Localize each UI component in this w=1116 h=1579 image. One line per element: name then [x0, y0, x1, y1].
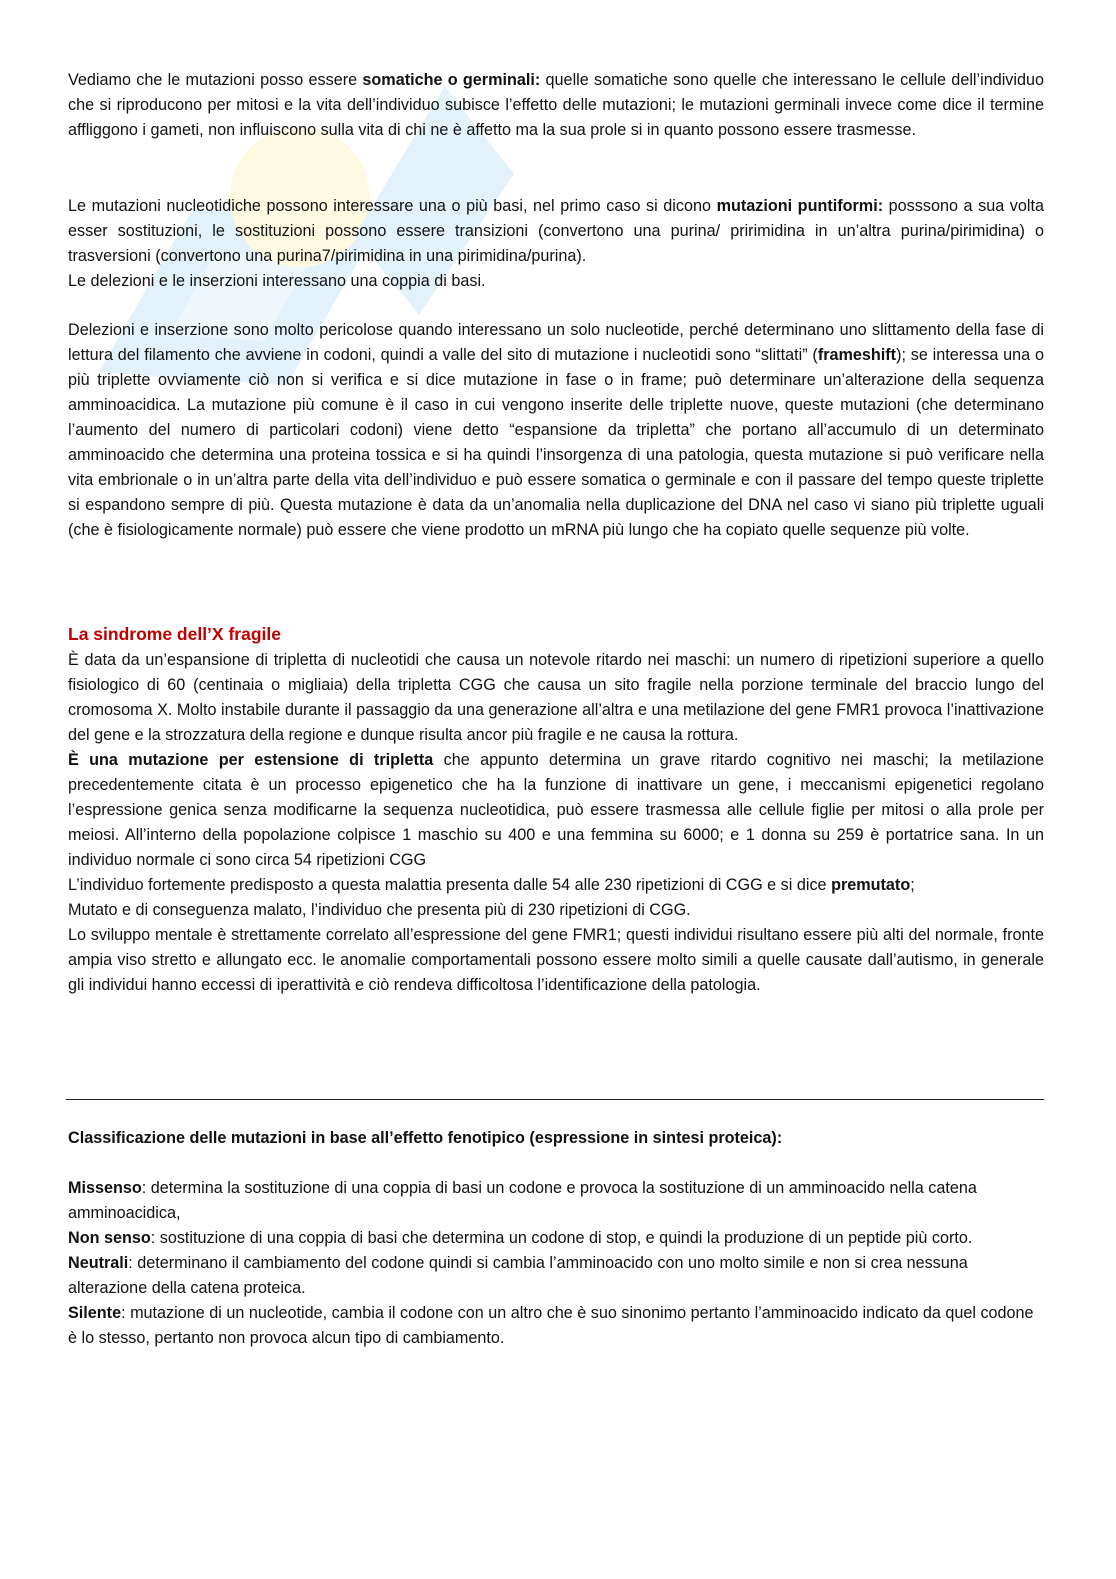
list-item-silente: Silente: mutazione di un nucleotide, cambia il codone con un altro che è suo sinonimo pertanto l’amminoacido indicato da quel codone è lo stesso, pertanto non provoca alcun tipo di cambiamento.: [68, 1304, 1034, 1347]
intro-section: [68, 68, 1044, 143]
paragraph-frameshift: Delezioni e inserzione sono molto pericolose quando interessano un solo nucleotide, perché determinano uno slittamento della fase di lettura del filamento che avviene in codoni, quindi a valle del sito di mutazione i nucleotidi sono “slittati” (frameshift); se interessa una o più triplette ovviamente ciò non si verifica e si dice mutazione in fase o in frame; può determinare un’alterazione della sequenza amminoacidica. La mutazione più comune è il caso in cui vengono inserite delle triplette nuove, queste mutazioni (che determinano l’aumento del numero di particolari codoni) viene detto “espansione da tripletta” che portano all’accumulo di un determinato amminoacido che determina una proteina tossica e si ha quindi l’insorgenza di una patologia, questa mutazione si può verificare nella vita embrionale o in un’altra parte della vita dell’individuo e può essere somatica o germinale e con il passare del tempo queste triplette si espandono sempre di più. Questa mutazione è data da un’anomalia nella duplicazione del DNA nel caso vi siano più triplette uguali (che è fisiologicamente normale) può essere che viene prodotto un mRNA più lungo che ha copiato quelle sequenze più volte.: [68, 321, 1045, 539]
frameshift-section: [68, 318, 1044, 543]
paragraph-mutato: Mutato e di conseguenza malato, l’individuo che presenta più di 230 ripetizioni di CGG.: [68, 901, 691, 919]
fragile-x-section: [68, 648, 1044, 998]
paragraph-point-mutations: Le mutazioni nucleotidiche possono interessare una o più basi, nel primo caso si dicono mutazioni puntiformi: posssono a sua volta esser sostituzioni, le sostituzioni possono essere transizioni (convertono una purina/ pririmidina in un’altra purina/pirimidina) o trasversioni (convertono una purina7/pirimidina in una pirimidina/purina).: [68, 197, 1044, 265]
paragraph-somatic-germinal: Vediamo che le mutazioni posso essere somatiche o germinali: quelle somatiche sono quelle che interessano le cellule dell’individuo che si riproducono per mitosi e la vita dell’individuo subisce l’effetto delle mutazioni; le mutazioni germinali invece come dice il termine affliggono i gameti, non influiscono sulla vita di chi ne è affetto ma la sua prole si in quanto possono essere trasmesse.: [68, 71, 1045, 139]
paragraph-mental-development: Lo sviluppo mentale è strettamente correlato all’espressione del gene FMR1; questi individui risultano essere più alti del normale, fronte ampia viso stretto e allungato ecc. le anomalie comportamentali possono essere molto simili a quelle causate dall’autismo, in generale gli individui hanno eccessi di iperattività e ciò rendeva difficoltosa l’identificazione della patologia.: [68, 926, 1044, 994]
classification-section: [68, 1126, 1044, 1151]
paragraph-deletions-insertions: Le delezioni e le inserzioni interessano una coppia di basi.: [68, 272, 486, 290]
classification-list: [68, 1176, 1044, 1351]
horizontal-divider: [66, 1099, 1044, 1100]
point-mutations-section: [68, 194, 1044, 294]
paragraph-triplet-extension: È una mutazione per estensione di tripletta che appunto determina un grave ritardo cognitivo nei maschi; la metilazione precedentemente citata è un processo epigenetico che ha la funzione di inattivare un gene, i meccanismi epigenetici regolano l’espressione genica senza modificarne la sequenza nucleotidica, può essere trasmessa alle cellule figlie per mitosi o alla prole per meiosi. All’interno della popolazione colpisce 1 maschio su 400 e una femmina su 6000; e 1 donna su 259 è portatrice sana. In un individuo normale ci sono circa 54 ripetizioni CGG: [68, 751, 1044, 869]
paragraph-fragile-x-cause: È data da un’espansione di tripletta di nucleotidi che causa un notevole ritardo nei maschi: un numero di ripetizioni superiore a quello fisiologico di 60 (centinaia o migliaia) della tripletta CGG che causa un sito fragile nella porzione terminale del braccio lungo del cromosoma X. Molto instabile durante il passaggio da una generazione all’altra e una metilazione del gene FMR1 provoca l’inattivazione del gene e la strozzatura della regione e dunque risulta ancor più fragile e ne causa la rottura.: [68, 651, 1044, 744]
list-item-non-senso: Non senso: sostituzione di una coppia di basi che determina un codone di stop, e quindi la produzione di un peptide più corto.: [68, 1229, 973, 1247]
list-item-neutrali: Neutrali: determinano il cambiamento del codone quindi si cambia l’amminoacido con uno molto simile e non si crea nessuna alterazione della catena proteica.: [68, 1254, 968, 1297]
list-item-missenso: Missenso: determina la sostituzione di una coppia di basi un codone e provoca la sostituzione di un amminoacido nella catena amminoacidica,: [68, 1179, 977, 1222]
fragile-x-heading: La sindrome dell’X fragile: [68, 624, 281, 644]
classification-title: Classificazione delle mutazioni in base all’effetto fenotipico (espressione in sintesi proteica):: [68, 1129, 783, 1147]
paragraph-premutato: L’individuo fortemente predisposto a questa malattia presenta dalle 54 alle 230 ripetizioni di CGG e si dice premutato;: [68, 876, 915, 894]
